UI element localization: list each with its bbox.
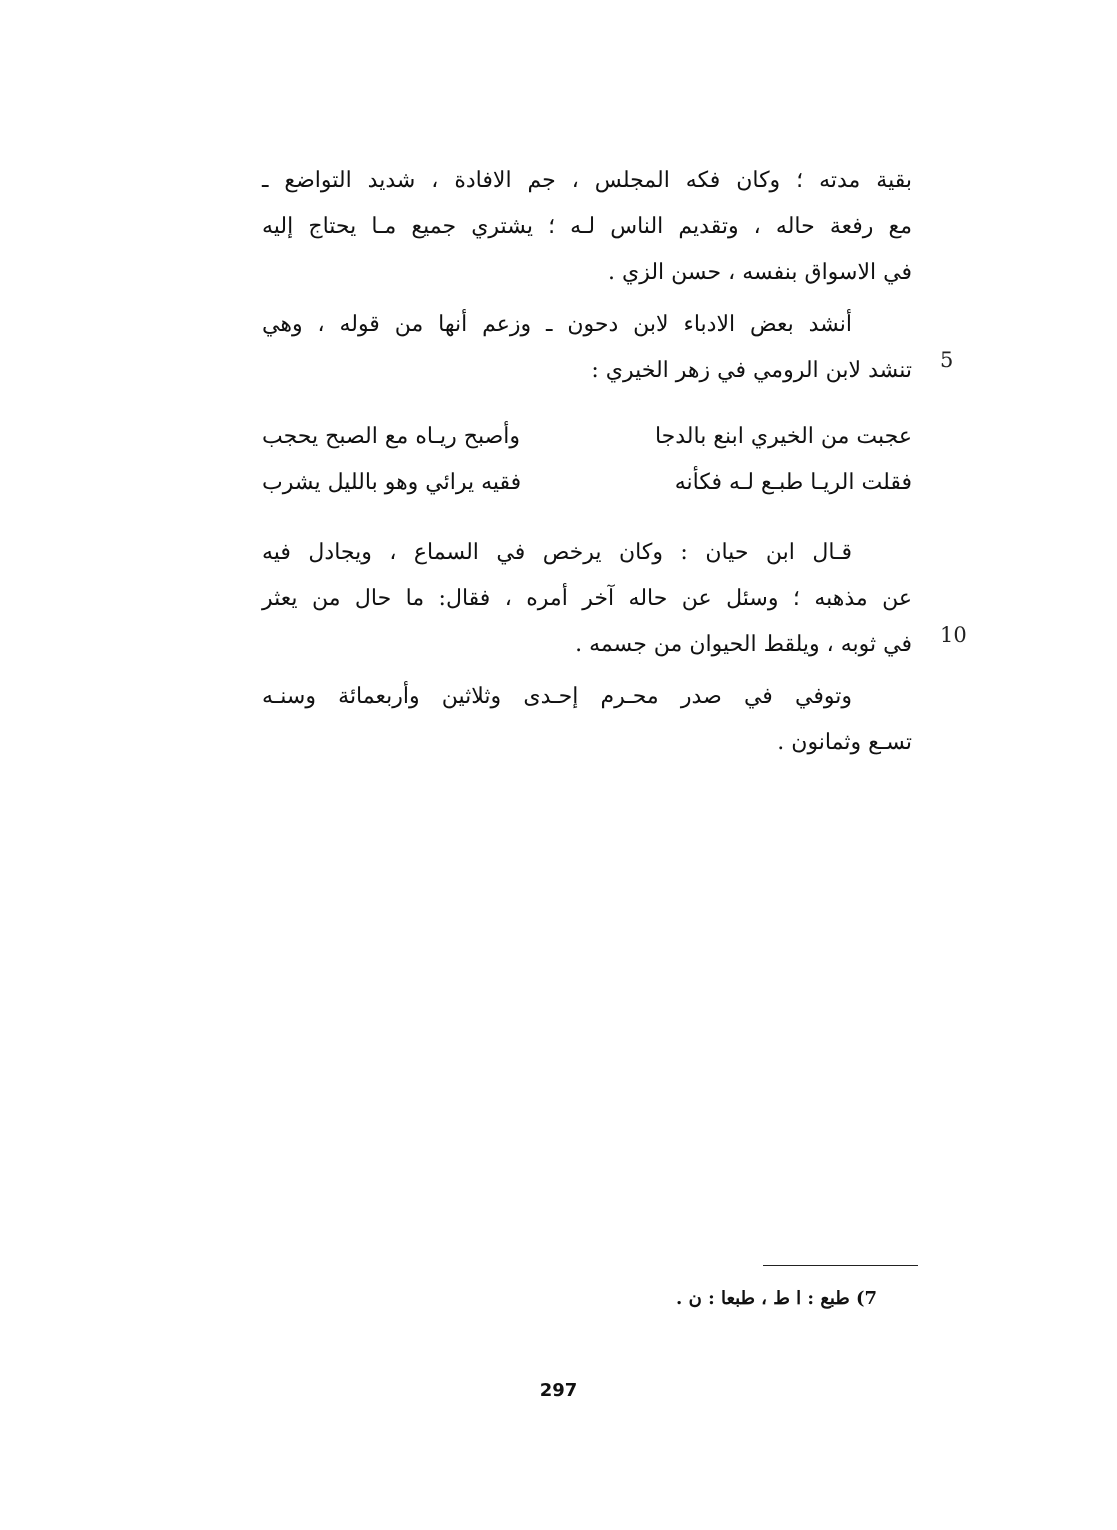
verse-first-hemistich: فقلت الريـا طبـع لـه فكأنه — [674, 470, 912, 495]
text-line: أنشد بعض الادباء لابن دحون ـ وزعم أنها من قوله ، وهي — [262, 312, 852, 337]
text-line: وتوفي في صدر محـرم إحـدى وثلاثين وأربعمائة وسنـه — [262, 684, 852, 709]
verse-block — [262, 414, 912, 506]
verse-line — [262, 414, 912, 460]
verse-second-hemistich: وأصبح ريـاه مع الصبح يحجب — [262, 424, 521, 449]
text-line: مع رفعة حاله ، وتقديم الناس لـه ؛ يشتري جميع مـا يحتاج إليه — [262, 214, 912, 239]
text-line: عن مذهبه ؛ وسئل عن حاله آخر أمره ، فقال: ما حال من يعثر — [262, 586, 912, 611]
paragraph-3 — [262, 530, 912, 668]
paragraph-1 — [262, 158, 912, 296]
paragraph-4 — [262, 674, 912, 766]
line-number-10: 10 — [940, 623, 967, 647]
line-number-5: 5 — [940, 348, 954, 372]
text-line: بقية مدته ؛ وكان فكه المجلس ، جم الافادة ، شديد التواضع ـ — [262, 168, 912, 193]
verse-second-hemistich: فقيه يرائي وهو بالليل يشرب — [262, 470, 522, 495]
footnote: 7) طبع : ا ط ، طبعا : ن . — [676, 1288, 877, 1309]
page-number: 297 — [539, 1380, 578, 1401]
footnote-separator — [763, 1265, 918, 1266]
text-line: في الاسواق بنفسه ، حسن الزي . — [607, 260, 912, 285]
text-line: تنشد لابن الرومي في زهر الخيري : — [591, 358, 912, 383]
verse-line — [262, 460, 912, 506]
paragraph-2 — [262, 302, 912, 394]
text-line: تسـع وثمانون . — [777, 730, 912, 755]
text-line: في ثوبه ، ويلقط الحيوان من جسمه . — [575, 632, 912, 657]
text-line: قـال ابن حيان : وكان يرخص في السماع ، ويجادل فيه — [262, 540, 852, 565]
verse-first-hemistich: عجبت من الخيري ابنع بالدجا — [654, 424, 912, 449]
